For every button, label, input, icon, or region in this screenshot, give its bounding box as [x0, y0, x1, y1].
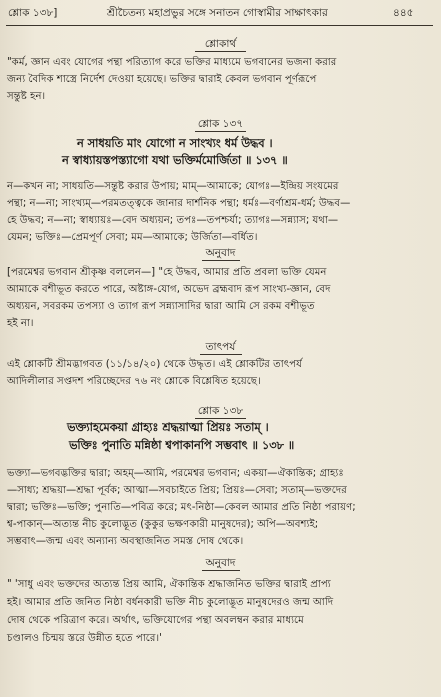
section-heading-translation: শ্লোকার্থ	[204, 38, 237, 50]
verse-number-heading: শ্লোক ১৩৭	[197, 118, 244, 130]
translation-line: " 'সাধু এবং ভক্তদের অত্যন্ত প্রিয় আমি, ঐকান্তিক শ্রদ্ধাজনিত ভক্তির দ্বারাই প্রাপ্য	[7, 579, 331, 590]
verse-line: ভক্ত্যাহমেকয়া গ্রাহ্যঃ শ্রদ্ধয়াত্মা প্রিয়ঃ সতাম্ ।	[67, 421, 269, 434]
translation-line: চণ্ডালও চিন্ময় স্তরে উন্নীত হতে পারে।'	[7, 633, 162, 644]
synonym-line: —সাধ্য; শ্রদ্ধয়া—শ্রদ্ধা পূর্বক; আত্মা—সবচাইতে প্রিয়; প্রিয়ঃ—সেবা; সতাম্—ভক্তদের	[7, 485, 347, 496]
translation-line: হই। আমার প্রতি জনিত নিষ্ঠা বর্ধনকারী ভক্তি নীচ কুলোদ্ভূত মানুষদেরও জন্ম আদি	[7, 597, 334, 608]
synonym-line: হে উদ্ধব; ন—না; স্বাধ্যায়ঃ—বেদ অধ্যয়ন; তপঃ—তপশ্চর্যা; ত্যাগঃ—সন্ন্যাস; যথা—	[7, 215, 339, 226]
heading-underline	[202, 570, 240, 571]
verse-line: ভক্তিঃ পুনাতি মন্নিষ্ঠা শ্বপাকানপি সম্ভবাৎ ॥ ১৩৮ ॥	[69, 439, 295, 452]
verse-line: ন স্বাধ্যায়স্তপস্ত্যাগো যথা ভক্তির্মমোর্জিতা ॥ ১৩৭ ॥	[62, 154, 288, 167]
synonym-line: পন্থা; ন—না; সাংখ্যম্—পরমতত্ত্বকে জানার দার্শনিক পন্থা; ধর্মঃ—বর্ণাশ্রম-ধর্ম; উদ্ধব—	[7, 198, 351, 209]
header-rule	[6, 25, 433, 26]
text-line: "কর্ম, জ্ঞান এবং যোগের পন্থা পরিত্যাগ করে ভক্তির মাধ্যমে ভগবানের ভজনা করার	[7, 57, 337, 68]
text-line: সন্তুষ্ট হন।	[7, 91, 46, 102]
text-line: জন্য বৈদিক শাস্ত্রে নির্দেশ দেওয়া হয়েছে। ভক্তির দ্বারাই কেবল ভগবান পূর্ণরূপে	[7, 74, 317, 85]
heading-underline	[195, 418, 246, 419]
header-verse-range: শ্লোক ১৩৮]	[8, 7, 58, 19]
synonym-line: ন—কখন না; সাধয়তি—সন্তুষ্ট করার উপায়; মাম্—আমাকে; যোগঃ—ইন্দ্রিয় সংযমের	[7, 181, 339, 192]
section-heading-translation: অনুবাদ	[205, 557, 236, 569]
heading-underline	[195, 131, 246, 132]
synonym-line: দ্বারা; ভক্তিঃ—ভক্তি; পুনাতি—পবিত্র করে; মৎ-নিষ্ঠা—কেবল আমার প্রতি নিষ্ঠা পরায়ণ;	[7, 502, 356, 513]
translation-line: দোষ থেকে পরিত্রাণ করে। অর্থাৎ, ভক্তিযোগের পন্থা অবলম্বন করার মাধ্যমে	[7, 615, 304, 626]
heading-underline	[195, 51, 246, 52]
translation-line: হই না।	[7, 318, 34, 329]
verse-line: ন সাধয়তি মাং যোগো ন সাংখ্যং ধর্ম উদ্ধব ।	[77, 137, 273, 150]
synonym-line: ভক্ত্যা—ভগবদ্ভক্তির দ্বারা; অহম্—আমি, পরমেশ্বর ভগবান; একয়া—ঐকান্তিক; গ্রাহ্যঃ	[7, 468, 344, 479]
verse-number-heading: শ্লোক ১৩৮	[197, 405, 244, 417]
synonym-line: শ্ব-পাকান্—অত্যন্ত নীচ কুলোদ্ভূত (কুকুর ভক্ষণকারী মানুষদের); অপি—অবশ্যই;	[7, 519, 319, 530]
section-heading-purport: তাৎপর্য	[205, 341, 236, 353]
translation-line: আমাকে বশীভূত করতে পারে, অষ্টাঙ্গ-যোগ, অভেদ ব্রহ্মবাদ রূপ সাংখ্য-জ্ঞান, বেদ	[7, 284, 331, 295]
purport-line: এই শ্লোকটি শ্রীমদ্ভাগবত (১১/১৪/২০) থেকে উদ্ধৃত। এই শ্লোকটির তাৎপর্য	[7, 359, 302, 370]
synonym-line: যেমন; ভক্তিঃ—প্রেমপূর্ণ সেবা; মম—আমাকে; উর্জিতা—বর্ধিত।	[7, 232, 258, 243]
heading-underline	[200, 354, 242, 355]
translation-line: [পরমেশ্বর ভগবান শ্রীকৃষ্ণ বললেন—] "হে উদ্ধব, আমার প্রতি প্রবলা ভক্তি যেমন	[7, 267, 327, 278]
section-heading-translation: অনুবাদ	[205, 247, 236, 259]
heading-underline	[202, 260, 240, 261]
header-chapter-title: শ্রীচৈতন্য মহাপ্রভুর সঙ্গে সনাতন গোস্বামীর সাক্ষাৎকার	[107, 7, 328, 19]
header-page-number: ৪৪৫	[393, 7, 414, 19]
synonym-line: সম্ভবাৎ—জন্ম এবং অন্যান্য অবস্থাজনিত সমস্ত দোষ থেকে।	[7, 536, 244, 547]
purport-line: আদিলীলার সপ্তদশ পরিচ্ছেদের ৭৬ নং শ্লোকে বিশ্লেষিত হয়েছে।	[7, 376, 261, 387]
translation-line: অধ্যয়ন, সবরকম তপস্যা ও ত্যাগ রূপ সন্ন্যাসাদির দ্বারা আমি সে রকম বশীভূত	[7, 301, 315, 312]
